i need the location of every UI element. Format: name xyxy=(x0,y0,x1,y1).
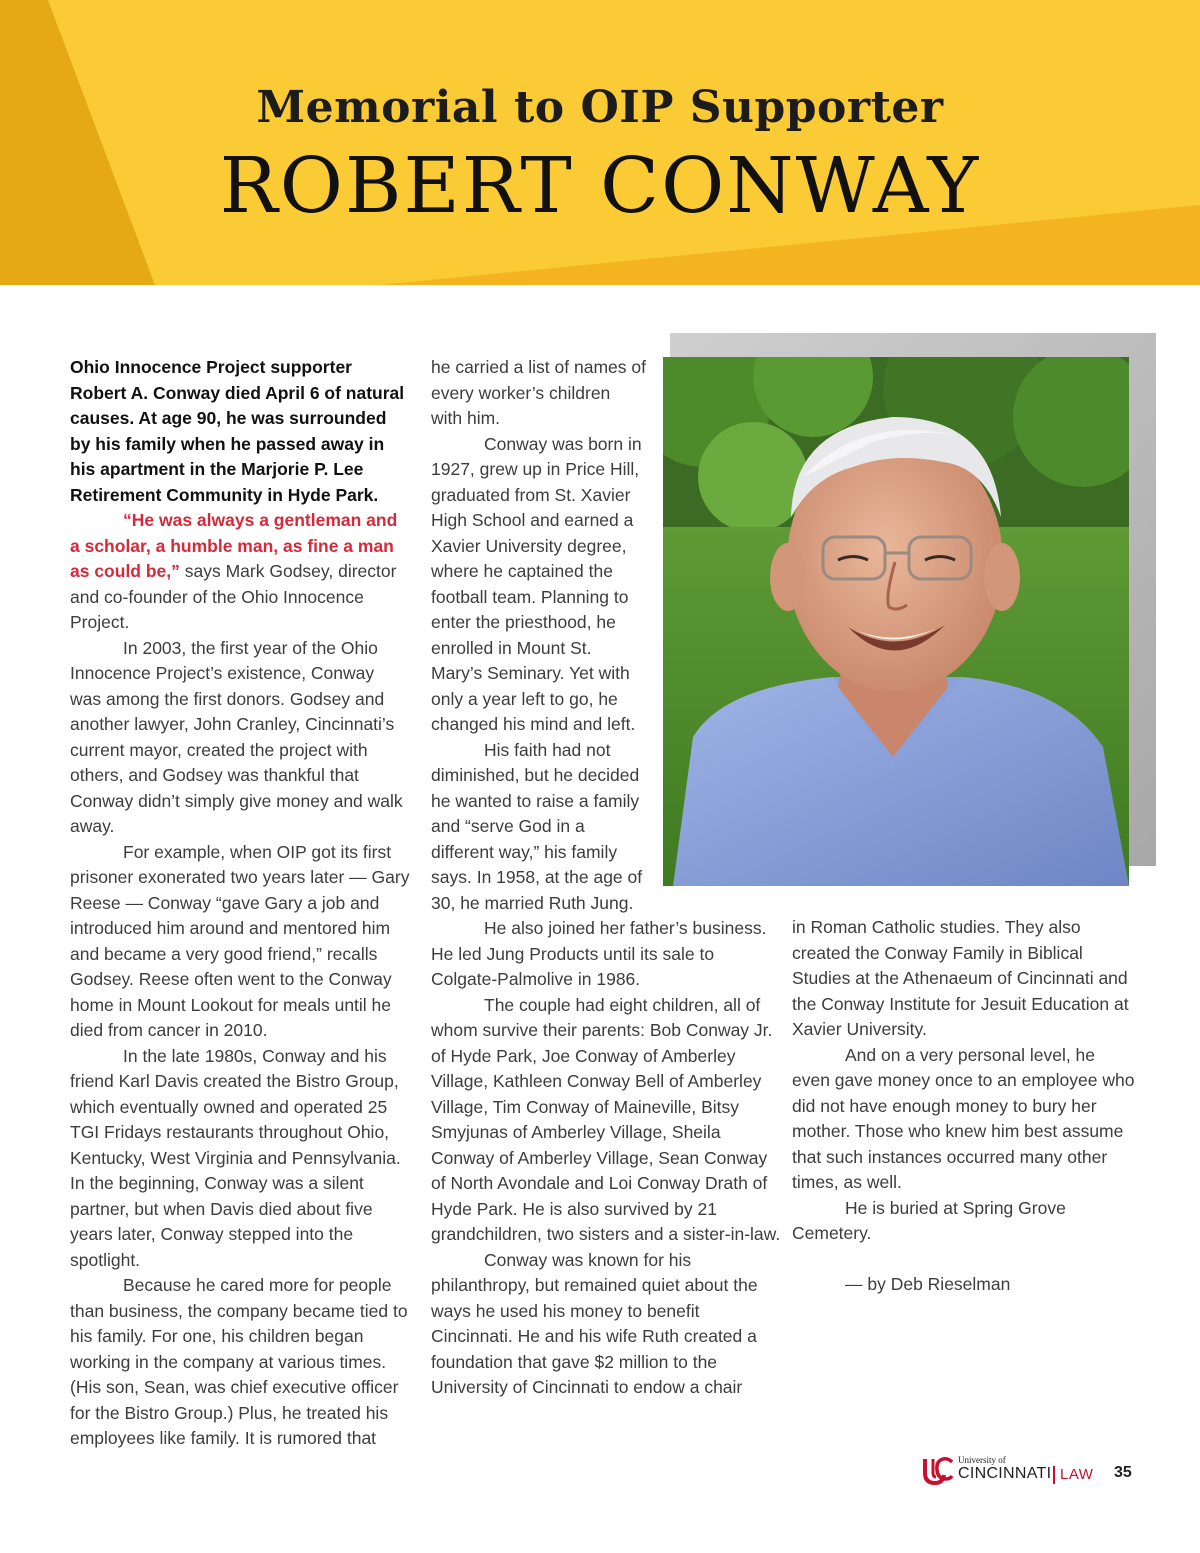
page-number: 35 xyxy=(1114,1464,1132,1481)
paragraph: in Roman Catholic studies. They also created the Conway Family in Biblical Studies at the Athenaeum of Cincinnati and the Conway Institute for Jesuit Education at Xavier University. xyxy=(792,917,1129,1039)
paragraph: he carried a list of names of every worker’s children with him. xyxy=(431,357,646,428)
paragraph: Conway was born in 1927, grew up in Price Hill, graduated from St. Xavier High School and earned a Xavier University degree, where he captained the football team. Planning to enter the priesthood, he enrolled in Mount St. Mary’s Seminary. Yet with only a year left to go, he changed his mind and left. xyxy=(431,433,642,734)
article-column-3 xyxy=(792,915,1137,1297)
logo-divider xyxy=(1053,1466,1055,1484)
paragraph: He is buried at Spring Grove Cemetery. xyxy=(792,1197,1066,1243)
author-byline: — by Deb Rieselman xyxy=(845,1273,1011,1294)
page-subtitle: Memorial to OIP Supporter xyxy=(256,82,944,133)
page-title: ROBERT CONWAY xyxy=(219,142,981,231)
university-of-label: University of xyxy=(958,1455,1006,1465)
paragraph: Conway was known for his philanthropy, but remained quiet about the ways he used his money to benefit Cincinnati. He and his wife Ruth created a foundation that gave $2 million to the University of Cincinnati to endow a chair xyxy=(431,1249,758,1397)
university-name: CINCINNATI xyxy=(958,1465,1052,1482)
paragraph: His faith had not diminished, but he decided he wanted to raise a family and “serve God in a different way,” his family says. In 1958, at the age of 30, he married Ruth Jung. xyxy=(431,739,643,913)
pull-quote: “He was always a gentleman and a scholar, a humble man, as fine a man as could be,” xyxy=(70,510,398,581)
paragraph: For example, when OIP got its first prisoner exonerated two years later — Gary Reese — Conway “gave Gary a job and introduced him around and mentored him and became a very good friend,” recalls Godsey. Reese often went to the Conway home in Mount Lookout for meals until he died from cancer in 2010. xyxy=(70,841,410,1040)
paragraph: In 2003, the first year of the Ohio Innocence Project’s existence, Conway was among the first donors. Godsey and another lawyer, John Cranley, Cincinnati’s current mayor, created the project with others, and Godsey was thankful that Conway didn’t simply give money and walk away. xyxy=(70,637,403,836)
paragraph: Because he cared more for people than business, the company became tied to his family. For one, his children began working in the company at various times. (His son, Sean, was chief executive officer for the Bistro Group.) Plus, he treated his employees like family. It is rumored that xyxy=(70,1275,408,1448)
lead-paragraph: Ohio Innocence Project supporter Robert A. Conway died April 6 of natural causes. At age 90, he was surrounded by his family when he passed away in his apartment in the Marjorie P. Lee Retirement Community in Hyde Park. xyxy=(70,357,405,505)
paragraph: He also joined her father’s business. He led Jung Products until its sale to Colgate-Palmolive in 1986. xyxy=(431,918,767,989)
portrait-photo xyxy=(663,357,1129,886)
article-column-1 xyxy=(70,355,410,1452)
paragraph: In the late 1980s, Conway and his friend Karl Davis created the Bistro Group, which eventually owned and operated 25 TGI Fridays restaurants throughout Ohio, Kentucky, West Virginia and Pennsylvania. In the beginning, Conway was a silent partner, but when Davis died about five years later, Conway stepped into the spotlight. xyxy=(70,1045,401,1270)
paragraph: The couple had eight children, all of whom survive their parents: Bob Conway Jr. of Hyde Park, Joe Conway of Amberley Village, Kathleen Conway Bell of Amberley Village, Tim Conway of Maineville, Bitsy Smyjunas of Amberley Village, Sheila Conway of Amberley Village, Sean Conway of North Avondale and Loi Conway Drath of Hyde Park. He is also survived by 21 grandchildren, two sisters and a sister-in-law. xyxy=(431,994,781,1244)
uc-logo-icon xyxy=(922,1456,954,1486)
college-label: LAW xyxy=(1060,1466,1094,1483)
paragraph: And on a very personal level, he even gave money once to an employee who did not have enough money to bury her mother. Those who knew him best assume that such instances occurred many other times, as well. xyxy=(792,1044,1135,1192)
quote-paragraph xyxy=(70,508,410,636)
header-banner xyxy=(0,0,1200,285)
quote-attribution: says Mark Godsey, director and co-founder of the Ohio Innocence Project. xyxy=(70,561,397,632)
portrait-illustration xyxy=(663,357,1129,886)
